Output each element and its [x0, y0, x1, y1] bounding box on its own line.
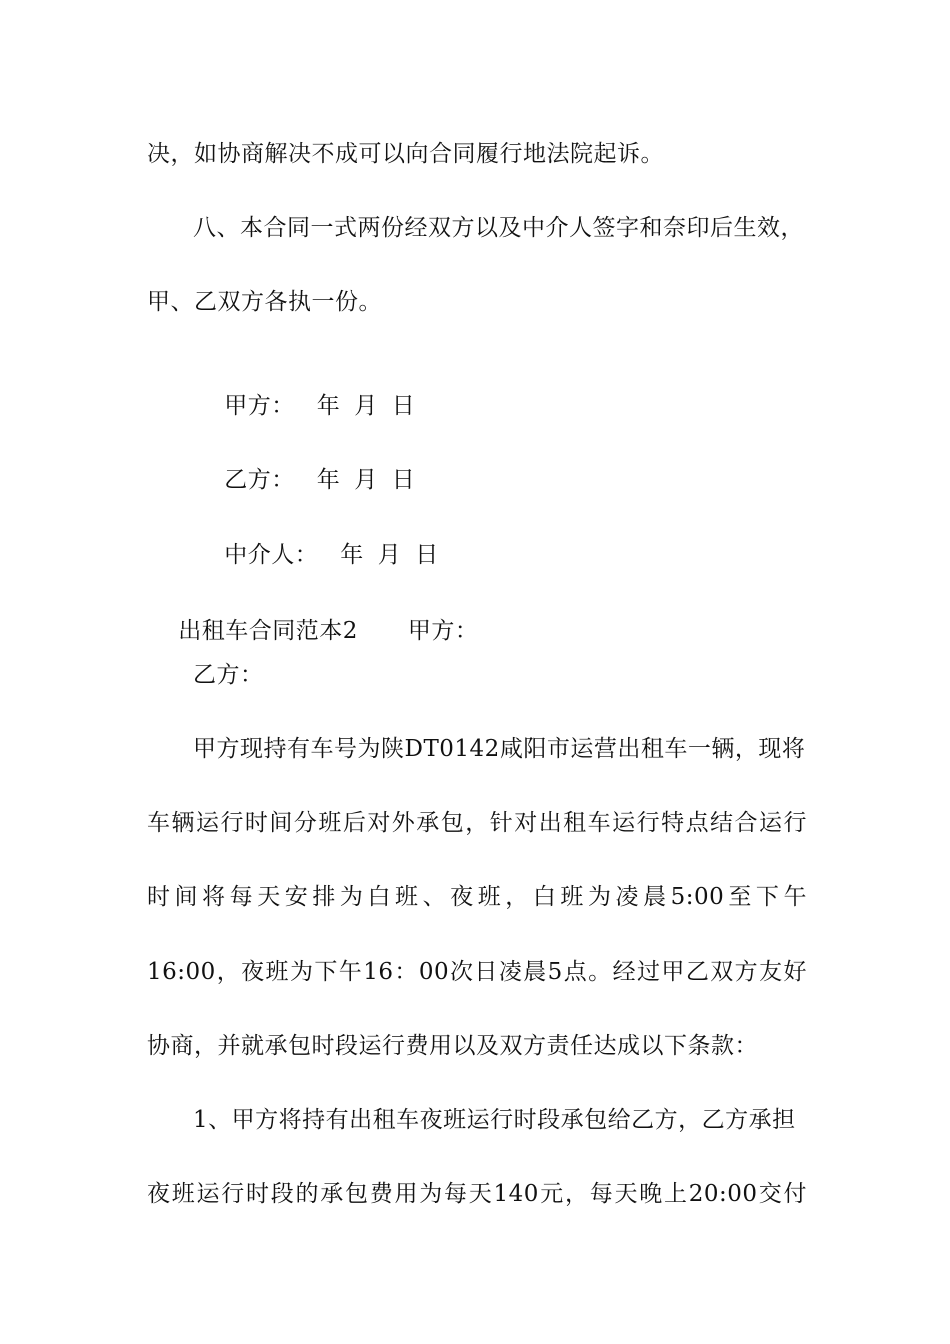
year-label: 年 — [316, 467, 341, 493]
paragraph-line: 16:00，夜班为下午16：00次日凌晨5点。经过甲乙双方友好 — [147, 959, 807, 985]
party-a-label: 甲方： — [407, 618, 479, 644]
year-label: 年 — [316, 393, 341, 419]
signature-label: 乙方： — [224, 467, 295, 493]
month-label: 月 — [354, 467, 378, 493]
signature-date — [317, 391, 430, 421]
month-label: 月 — [377, 542, 402, 568]
paragraph-line: 协商，并就承包时段运行费用以及双方责任达成以下条款： — [147, 1033, 758, 1059]
clause-eight-line: 八、本合同一式两份经双方以及中介人签字和奈印后生效， — [193, 215, 804, 241]
paragraph-line: 时间将每天安排为白班、夜班，白班为凌晨5:00至下午 — [147, 884, 807, 910]
paragraph-line: 决，如协商解决不成可以向合同履行地法院起诉。 — [147, 141, 664, 167]
month-label: 月 — [354, 393, 378, 419]
signature-date — [317, 465, 430, 495]
year-label: 年 — [340, 542, 364, 568]
day-label: 日 — [415, 542, 439, 568]
contract-title: 出租车合同范本2 — [178, 618, 358, 644]
party-b-label: 乙方： — [193, 662, 264, 688]
clause-one-line: 1、甲方将持有出租车夜班运行时段承包给乙方，乙方承担 — [193, 1107, 796, 1133]
signature-label: 甲方： — [224, 393, 295, 419]
day-label: 日 — [391, 393, 416, 419]
paragraph-line: 车辆运行时间分班后对外承包，针对出租车运行特点结合运行 — [147, 810, 807, 836]
paragraph-line: 夜班运行时段的承包费用为每天140元，每天晚上20:00交付 — [147, 1181, 807, 1207]
paragraph-line: 甲、乙双方各执一份。 — [147, 289, 382, 315]
signature-date — [340, 540, 453, 570]
signature-label: 中介人： — [224, 542, 319, 568]
paragraph-line: 甲方现持有车号为陕DT0142咸阳市运营出租车一辆，现将 — [193, 736, 806, 762]
day-label: 日 — [391, 467, 416, 493]
